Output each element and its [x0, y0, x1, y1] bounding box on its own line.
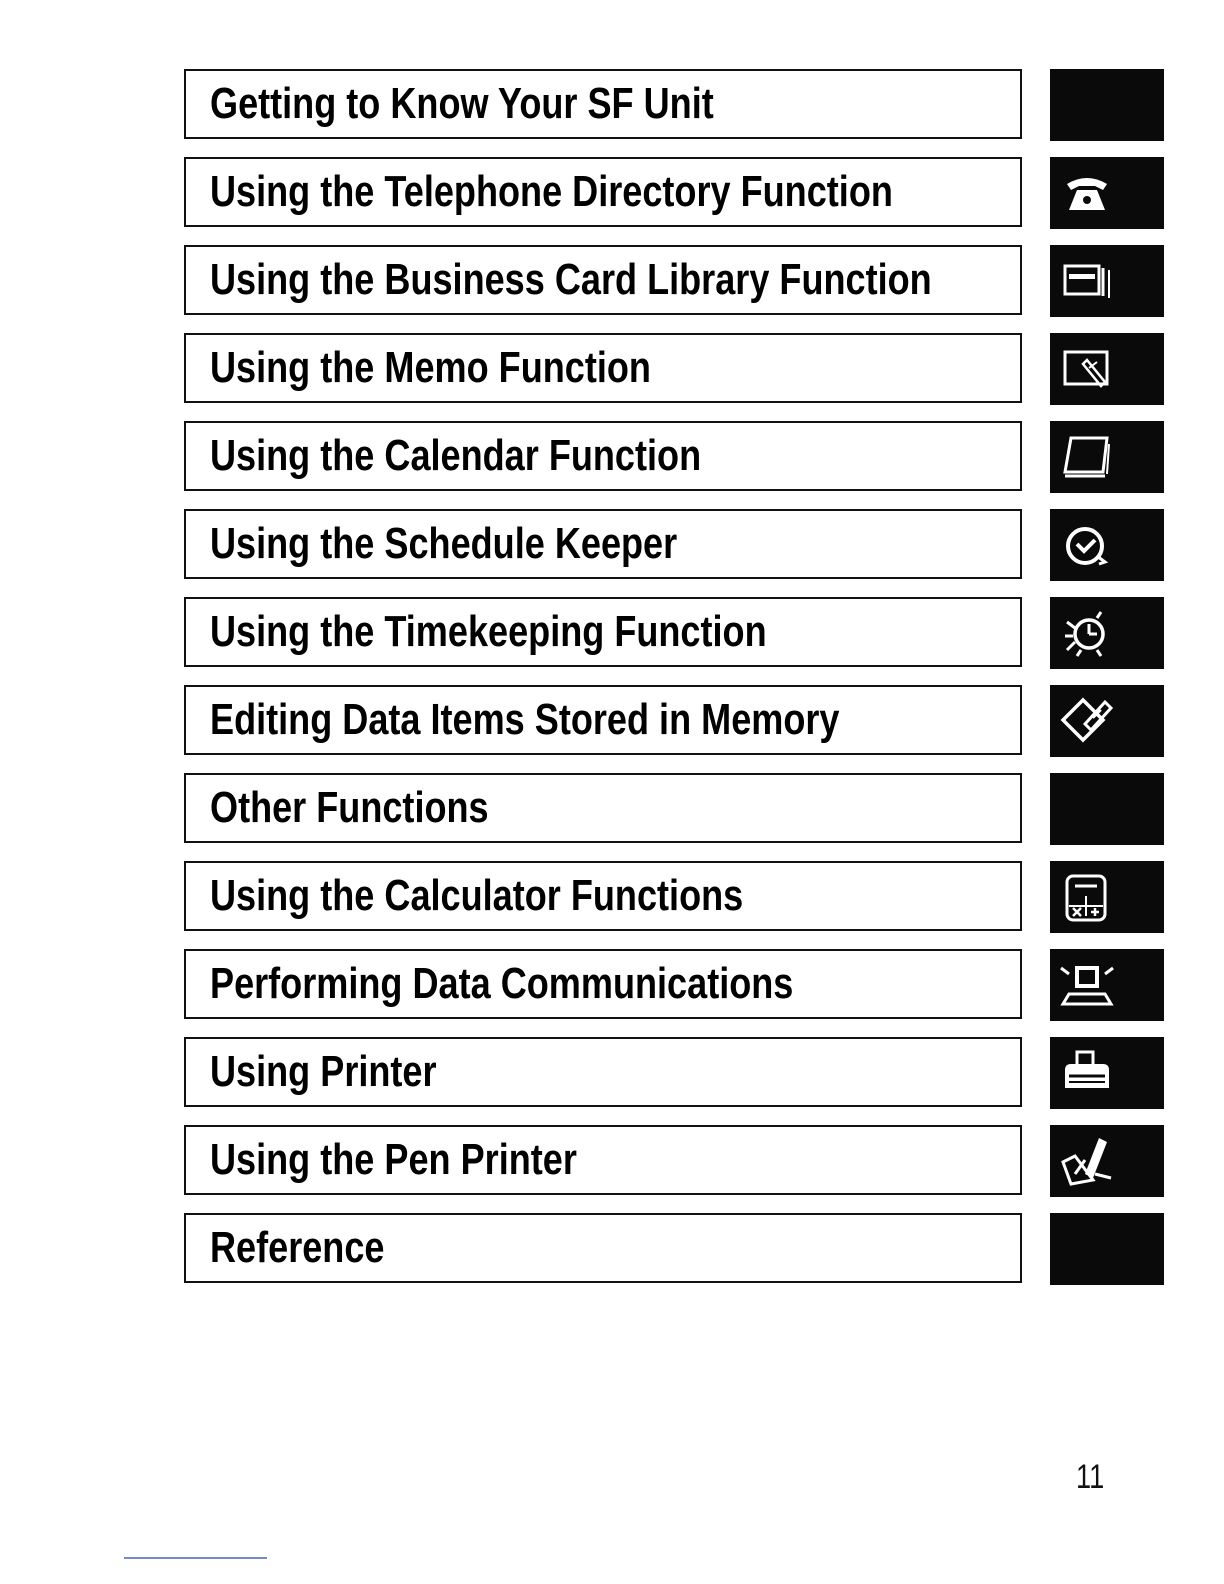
section-tab[interactable] — [1050, 949, 1164, 1021]
toc-entry-memo[interactable] — [0, 333, 1224, 407]
section-tab[interactable] — [1050, 157, 1164, 229]
section-tab[interactable] — [1050, 509, 1164, 581]
clock-icon — [1057, 518, 1117, 572]
toc-entry-label: Using the Memo Function — [210, 343, 651, 392]
toc-entry-label-box[interactable] — [184, 949, 1022, 1019]
footer-divider — [124, 1557, 267, 1559]
toc-entry-label-box[interactable] — [184, 245, 1022, 315]
toc-entry-label: Using the Schedule Keeper — [210, 519, 678, 568]
section-tab[interactable] — [1050, 773, 1164, 845]
toc-entry-business-card[interactable] — [0, 245, 1224, 319]
toc-entry-pen-printer[interactable] — [0, 1125, 1224, 1199]
toc-entry-label: Using the Timekeeping Function — [210, 607, 767, 656]
toc-entry-label-box[interactable] — [184, 685, 1022, 755]
toc-entry-label-box[interactable] — [184, 861, 1022, 931]
toc-entry-label-box[interactable] — [184, 69, 1022, 139]
section-tab[interactable] — [1050, 1213, 1164, 1285]
section-tab[interactable] — [1050, 685, 1164, 757]
toc-entry-label: Reference — [210, 1223, 385, 1272]
edit-pencil-icon — [1057, 694, 1117, 748]
toc-entry-label-box[interactable] — [184, 1213, 1022, 1283]
toc-entry-reference[interactable] — [0, 1213, 1224, 1287]
toc-entry-label-box[interactable] — [184, 1125, 1022, 1195]
section-tab[interactable] — [1050, 245, 1164, 317]
toc-entry-label: Using the Pen Printer — [210, 1135, 577, 1184]
toc-entry-label: Getting to Know Your SF Unit — [210, 79, 714, 128]
section-tab[interactable] — [1050, 421, 1164, 493]
toc-entry-label: Using Printer — [210, 1047, 437, 1096]
business-card-icon — [1057, 254, 1117, 308]
memo-pen-icon — [1057, 342, 1117, 396]
toc-entry-calendar[interactable] — [0, 421, 1224, 495]
toc-entry-data-communications[interactable] — [0, 949, 1224, 1023]
toc-entry-label-box[interactable] — [184, 1037, 1022, 1107]
toc-entry-telephone-directory[interactable] — [0, 157, 1224, 231]
toc-entry-label: Other Functions — [210, 783, 489, 832]
toc-entry-label: Using the Calendar Function — [210, 431, 702, 480]
toc-entry-label-box[interactable] — [184, 157, 1022, 227]
pen-printer-icon — [1057, 1134, 1117, 1188]
section-tab[interactable] — [1050, 1125, 1164, 1197]
toc-entry-label: Using the Business Card Library Function — [210, 255, 932, 304]
toc-entry-label: Performing Data Communications — [210, 959, 794, 1008]
toc-entry-other-functions[interactable] — [0, 773, 1224, 847]
page-number: 11 — [1076, 1458, 1105, 1496]
toc-entry-label: Editing Data Items Stored in Memory — [210, 695, 840, 744]
toc-entry-editing-data[interactable] — [0, 685, 1224, 759]
toc-entry-label: Using the Calculator Functions — [210, 871, 744, 920]
toc-entry-label-box[interactable] — [184, 421, 1022, 491]
toc-entry-label-box[interactable] — [184, 509, 1022, 579]
section-tab[interactable] — [1050, 69, 1164, 141]
telephone-icon — [1057, 166, 1117, 220]
toc-entry-schedule-keeper[interactable] — [0, 509, 1224, 583]
printer-icon — [1057, 1046, 1117, 1100]
toc-entry-label-box[interactable] — [184, 333, 1022, 403]
computer-icon — [1057, 958, 1117, 1012]
toc-entry-calculator[interactable] — [0, 861, 1224, 935]
toc-entry-getting-to-know[interactable] — [0, 69, 1224, 143]
alarm-clock-icon — [1057, 606, 1117, 660]
section-tab[interactable] — [1050, 1037, 1164, 1109]
section-tab[interactable] — [1050, 861, 1164, 933]
toc-entry-label-box[interactable] — [184, 773, 1022, 843]
toc-entry-timekeeping[interactable] — [0, 597, 1224, 671]
section-tab[interactable] — [1050, 333, 1164, 405]
toc-entry-label-box[interactable] — [184, 597, 1022, 667]
calendar-icon — [1057, 430, 1117, 484]
calculator-icon — [1057, 870, 1117, 924]
toc-entry-label: Using the Telephone Directory Function — [210, 167, 893, 216]
toc-entry-using-printer[interactable] — [0, 1037, 1224, 1111]
section-tab[interactable] — [1050, 597, 1164, 669]
